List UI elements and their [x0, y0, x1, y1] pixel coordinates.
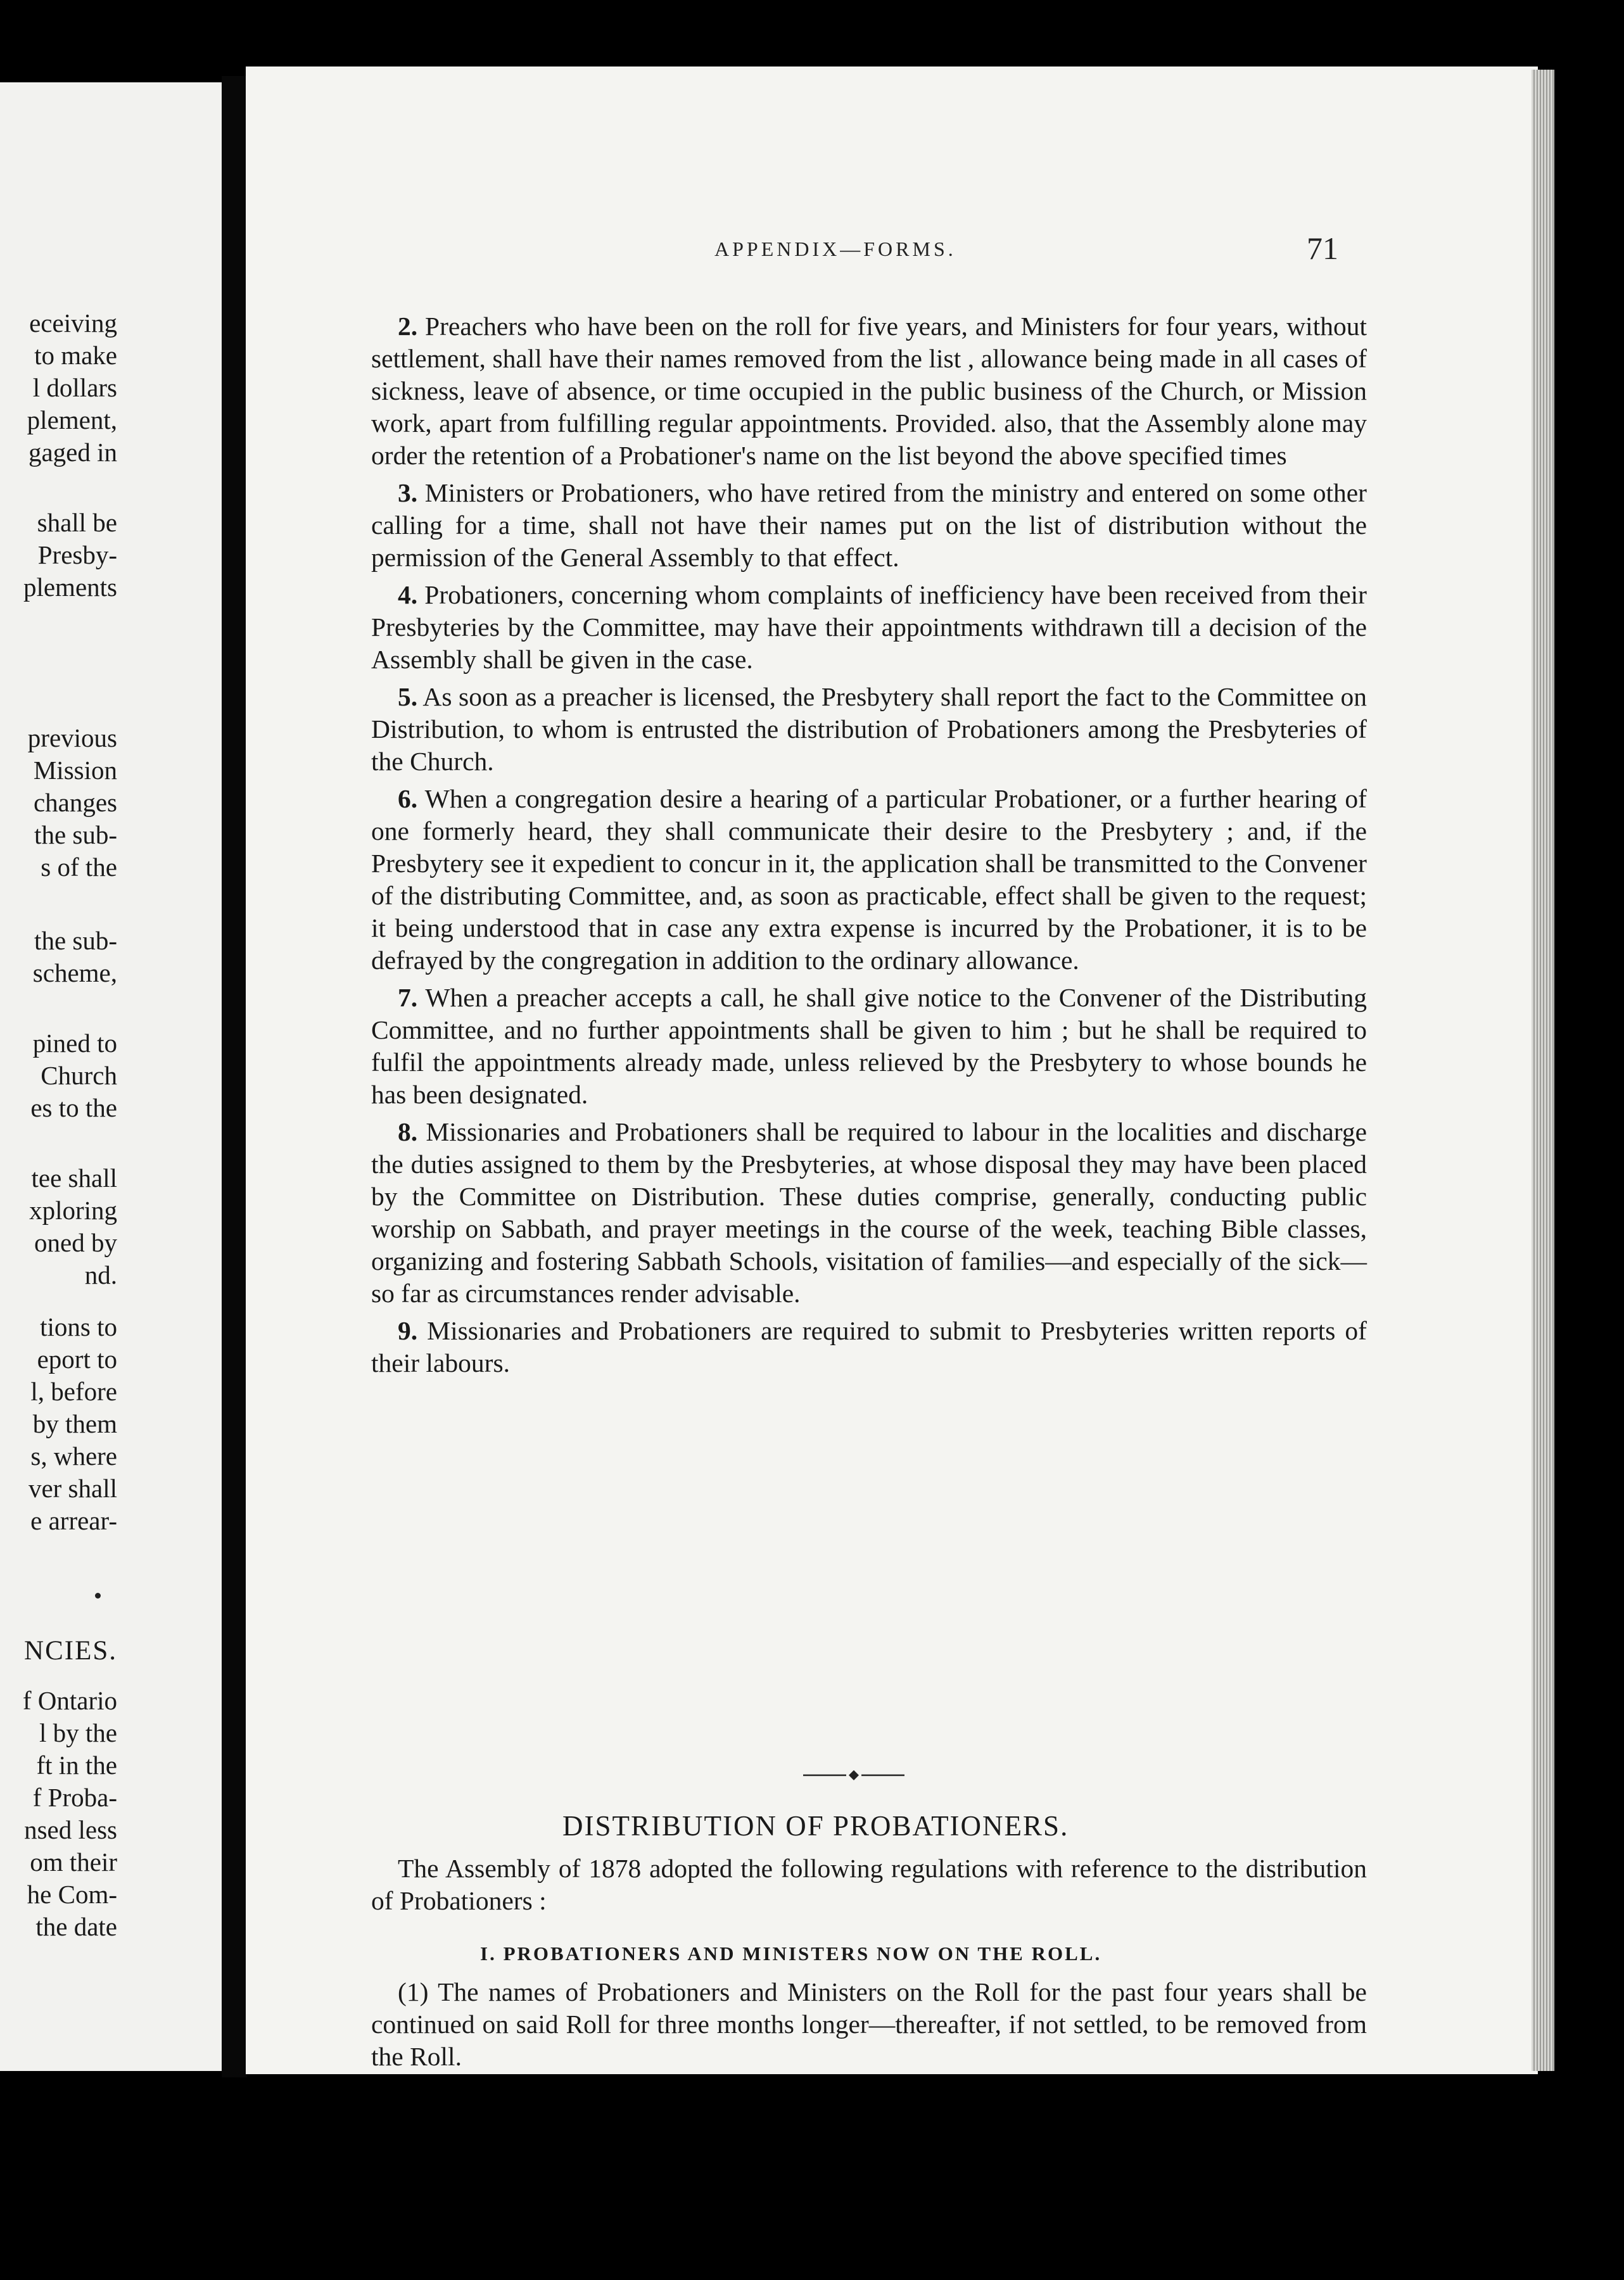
left-line: s of the: [41, 852, 117, 882]
paragraph-number: 5.: [398, 682, 418, 711]
paragraph-text: Missionaries and Probationers shall be required to labour in the localities and discharge the duties assigned to them by the Presbyteries, at whose disposal they may have been placed by the Committee on Distribution. These duties comprise, generally, conducting public worship on Sabbath, and prayer meetings in the course of the week, teaching Bible classes, organizing and fostering Sabbath Schools, visitation of families—and especially of the sick—so far as circumstances render advisable.: [371, 1117, 1367, 1308]
running-head: APPENDIX—FORMS.: [714, 238, 956, 260]
paragraph-9: [371, 1315, 1367, 1379]
paragraph-number: 2.: [398, 312, 418, 341]
left-line: to make: [34, 341, 117, 370]
paragraph-5: [371, 681, 1367, 778]
left-text-block-7: [29, 1311, 117, 1537]
paragraph-3: [371, 477, 1367, 574]
rule-text: The names of Probationers and Ministers on the Roll for the past four years shall be continued on said Roll for three months longer—thereafter, if not settled, to be removed from the Roll.: [371, 1977, 1367, 2071]
left-line: l by the: [39, 1718, 117, 1747]
left-line: Presby-: [37, 540, 117, 569]
paragraph-7: [371, 982, 1367, 1111]
previous-page-fragment: [0, 82, 222, 2071]
left-line: gaged in: [28, 438, 117, 467]
section-heading: DISTRIBUTION OF PROBATIONERS.: [562, 1810, 1069, 1842]
left-line: changes: [33, 788, 117, 817]
paragraph-text: Preachers who have been on the roll for five years, and Ministers for four years, without settlement, shall have their names removed from the list , allowance being made in all cases of sickness, leave of absence, or time occupied in the public business of the Church, or Mission work, apart from fulfilling regular appointments. Provided. also, that the Assembly alone may order the retention of a Probationer's name on the list beyond the above specified times: [371, 312, 1367, 470]
book-gutter: [222, 76, 247, 2077]
left-line: plements: [23, 573, 117, 602]
paragraph-number: 4.: [398, 580, 418, 609]
paragraph-number: 3.: [398, 478, 418, 507]
left-line: e arrear-: [30, 1506, 117, 1535]
left-section-heading: NCIES.: [24, 1636, 117, 1666]
left-text-block-6: [29, 1162, 117, 1291]
left-line: ft in the: [36, 1751, 117, 1780]
left-text-block-8: [23, 1685, 117, 1943]
left-line: eport to: [37, 1345, 117, 1374]
left-page-dot: [95, 1593, 101, 1599]
rule-1: [371, 1976, 1367, 2074]
paragraph-number: 8.: [398, 1117, 418, 1146]
paragraph-text: Missionaries and Probationers are required to submit to Presbyteries written reports of their labours.: [371, 1316, 1367, 1378]
regulations-list: [371, 310, 1367, 1384]
subsection-heading: I. PROBATIONERS AND MINISTERS NOW ON THE ROLL.: [480, 1942, 1102, 1965]
paragraph-4: [371, 579, 1367, 676]
left-text-block-4: [33, 925, 117, 989]
page-number: 71: [1307, 231, 1338, 266]
paragraph-6: [371, 783, 1367, 977]
left-line: Mission: [33, 756, 117, 785]
left-line: tions to: [40, 1312, 117, 1341]
paragraph-number: 7.: [398, 983, 418, 1012]
paragraph-text: As soon as a preacher is licensed, the Presbytery shall report the fact to the Committee on Distribution, to whom is entrusted the distribution of Probationers among the Presbyteries of the Church.: [371, 682, 1367, 776]
left-line: pined to: [32, 1029, 117, 1058]
left-line: xploring: [29, 1196, 117, 1225]
paragraph-text: When a congregation desire a hearing of a particular Probationer, or a further hearing of one formerly heard, they shall communicate their desire to the Presbytery ; and, if the Presbytery see it expedient to concur in it, the application shall be transmitted to the Convener of the distributing Committee, and, as soon as practicable, effect shall be given to the request; it being understood that in case any extra expense is incurred by the Probationer, it is to be defrayed by the congregation in addition to the ordinary allowance.: [371, 784, 1367, 975]
paragraph-text: Probationers, concerning whom complaints of inefficiency have been received from their Presbyteries by the Committee, may have their appointments withdrawn till a decision of the Assembly shall be given in the case.: [371, 580, 1367, 674]
left-line: the sub-: [34, 820, 117, 849]
left-line: previous: [27, 723, 117, 752]
left-line: nsed less: [24, 1815, 117, 1844]
paragraph-number: 6.: [398, 784, 418, 813]
left-line: l dollars: [32, 373, 117, 402]
section-intro: [371, 1852, 1367, 1922]
left-text-block-2: [23, 507, 117, 604]
left-line: tee shall: [31, 1163, 117, 1193]
rule-number: (1): [398, 1977, 429, 2006]
left-text-block-1: [27, 307, 117, 469]
page-71: [246, 66, 1538, 2074]
left-line: f Ontario: [22, 1686, 117, 1715]
left-line: eceiving: [29, 308, 117, 338]
left-line: l, before: [30, 1377, 117, 1406]
left-line: he Com-: [27, 1880, 117, 1909]
left-line: f Proba-: [32, 1783, 117, 1812]
page-edges: [1532, 70, 1554, 2071]
paragraph-8: [371, 1116, 1367, 1310]
left-line: nd.: [84, 1260, 117, 1289]
intro-paragraph: The Assembly of 1878 adopted the following regulations with reference to the distribution of Probationers :: [371, 1854, 1367, 1915]
left-line: the date: [35, 1912, 117, 1941]
paragraph-text: When a preacher accepts a call, he shall give notice to the Convener of the Distributing Committee, and no further appointments shall be given to him ; but he shall be required to fulfil the appointments already made, unless relieved by the Presbytery to whose bounds he has been designated.: [371, 983, 1367, 1109]
section-divider-ornament: [803, 1769, 904, 1782]
left-line: s, where: [30, 1441, 117, 1471]
left-line: scheme,: [32, 958, 117, 987]
paragraph-text: Ministers or Probationers, who have retired from the ministry and entered on some other calling for a time, shall not have their names put on the list of distribution without the permission of the General Assembly to that effect.: [371, 478, 1367, 572]
left-line: by them: [32, 1409, 117, 1438]
left-line: shall be: [37, 508, 117, 537]
left-text-block-3: [28, 722, 117, 884]
left-line: om their: [30, 1847, 117, 1877]
left-line: es to the: [30, 1093, 117, 1122]
paragraph-number: 9.: [398, 1316, 418, 1345]
left-text-block-5: [30, 1027, 117, 1124]
left-line: Church: [41, 1061, 117, 1090]
paragraph-2: [371, 310, 1367, 472]
left-line: plement,: [27, 405, 117, 434]
rule-paragraph: [371, 1976, 1367, 2073]
left-line: ver shall: [28, 1474, 117, 1503]
left-line: the sub-: [34, 926, 117, 955]
left-line: oned by: [34, 1228, 117, 1257]
